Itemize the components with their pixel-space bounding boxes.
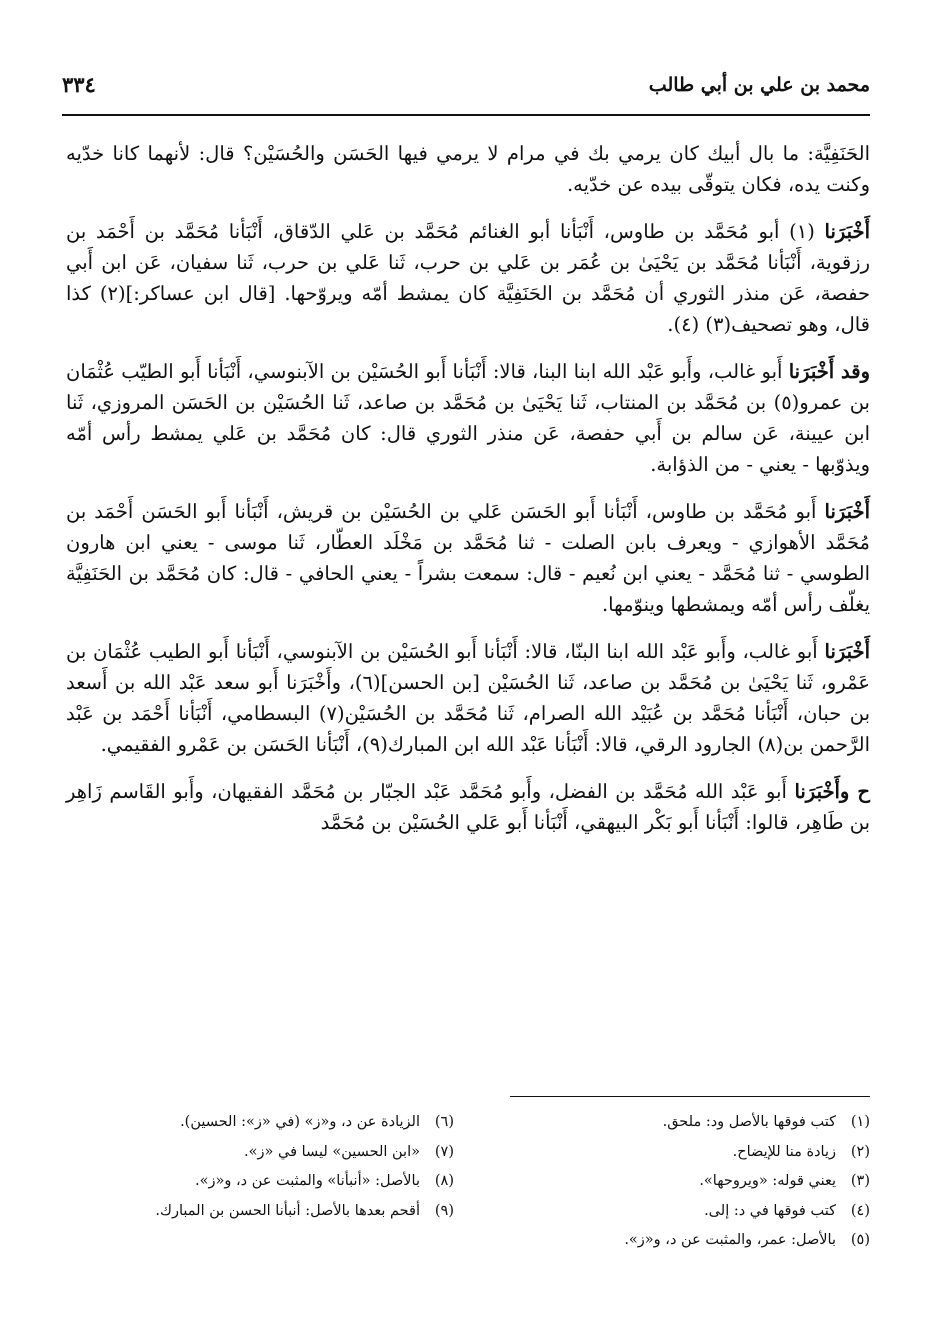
paragraph-text: الحَنَفِيَّة: ما بال أبيك كان يرمي بك في مرام لا يرمي فيها الحَسَن والحُسَيْن؟ قال: لأنهما كانا خدّيه وكنت يده، فكان يتوقّى بيده عن خدّيه. — [66, 142, 870, 196]
footnote-rule — [510, 1096, 870, 1097]
footnote-text: بالأصل: «أنبأنا» والمثبت عن د، و«ز». — [194, 1173, 420, 1189]
paragraph — [66, 216, 870, 340]
footnote-number: (٣) — [850, 1173, 870, 1189]
footnote — [550, 1167, 870, 1197]
footnote-number: (٧) — [434, 1143, 454, 1160]
footnote-number: (١) — [850, 1114, 870, 1130]
footnote-text: يعني قوله: «ويروحها». — [699, 1173, 836, 1189]
page-number: ٣٣٤ — [62, 72, 96, 97]
footnote-text: كتب فوقها في د: إلى. — [704, 1202, 836, 1219]
paragraph-text: أَبو عَبْد الله مُحَمَّد بن الفضل، وأَبو مُحَمَّد عَبْد الجبّار بن مُحَمَّد الفقيهان، وأَبو القَاسم زَاهِر بن طَاهِر، قالوا: أَنْبَأنا أَبو بَكْر البيهقي، أَنْبَأنا أَبو عَلي الحُسَيْن بن مُحَمَّد — [66, 780, 870, 834]
paragraph — [66, 356, 870, 480]
footnote-number: (٤) — [850, 1202, 870, 1219]
paragraph-lead: أَخْبَرَنا — [824, 220, 870, 243]
footnote-number: (٢) — [850, 1143, 870, 1160]
footnote-text: أقحم بعدها بالأصل: أنبأنا الحسن بن المبارك. — [155, 1202, 420, 1219]
paragraph — [66, 776, 870, 838]
footnote — [74, 1138, 454, 1168]
footnote-number: (٥) — [850, 1232, 870, 1248]
header-rule — [62, 114, 870, 116]
paragraph-lead: أَخْبَرَنا — [824, 640, 870, 663]
footnote — [74, 1108, 454, 1138]
footnote — [74, 1167, 454, 1197]
footnote-number: (٨) — [434, 1173, 454, 1189]
footnote-number: (٩) — [434, 1202, 454, 1219]
footnotes-left — [74, 1108, 454, 1226]
footnote-text: الزيادة عن د، و«ز» (في «ز»: الحسين). — [180, 1114, 420, 1130]
paragraph-lead: أَخْبَرَنا — [824, 500, 871, 523]
footnote — [550, 1197, 870, 1227]
paragraph — [66, 496, 870, 620]
running-title: محمد بن علي بن أبي طالب — [648, 74, 870, 96]
paragraph-text: أَبو غالب، وأَبو عَبْد الله ابنا البنّا، قالا: أَنْبَأنا أَبو الحُسَيْن بن الآبنوسي، أَنْبَأنا أَبو الطيب عُثْمَان بن عَمْرو، ثَنا يَحْيَىٰ بن مُحَمَّد بن صاعد، ثَنا الحُسَيْن [بن الحسن](٦)، وأَخْبَرَنا أَبو سعد عَبْد الله بن أَسعد بن حبان، أَنْبَأنا مُحَمَّد بن عُبَيْد الله الصرام، ثَنا مُحَمَّد بن الحُسَيْن(٧) البسطامي، أَنْبَأنا أَحْمَد بن عَبْد الرَّحمن بن(٨) الجارود الرقي، قالا: أَنْبَأنا عَبْد الله ابن المبارك(٩)، أَنْبَأنا الحَسَن بن عَمْرو الفقيمي. — [66, 640, 870, 756]
footnotes-right — [550, 1108, 870, 1256]
footnote-text: بالأصل: عمر، والمثبت عن د، و«ز». — [624, 1232, 836, 1248]
paragraph-lead: وقد أَخْبَرَنا — [788, 360, 870, 383]
running-header — [62, 68, 870, 108]
footnote — [550, 1108, 870, 1138]
paragraph-text: أَبو مُحَمَّد بن طاوس، أَنْبَأنا أَبو الحَسَن عَلي بن الحُسَيْن بن قريش، أَنْبَأنا أَبو الحَسَن أَحْمَد بن مُحَمَّد الأهوازي - ويعرف بابن الصلت - ثنا مُحَمَّد بن مَخْلَد العطّار، ثَنا موسى - يعني ابن هارون الطوسي - ثنا مُحَمَّد - يعني ابن نُعيم - قال: سمعت بشراً - يعني الحافي - قال: كان مُحَمَّد بن الحَنَفِيَّة يغلّف رأس أمّه ويمشطها وينوّمها. — [66, 500, 870, 616]
paragraph-lead: ح وأَخْبَرَنا — [794, 780, 870, 803]
footnote — [550, 1226, 870, 1256]
paragraph-text: (١) أبو مُحَمَّد بن طاوس، أَنْبَأنا أبو الغنائم مُحَمَّد بن عَلي الدّقاق، أَنْبَأنا مُحَمَّد بن أَحْمَد بن رزقوية، أَنْبَأنا مُحَمَّد بن يَحْيَىٰ بن عُمَر بن عَلي بن حرب، ثَنا عَلي بن حرب، ثَنا سفيان، عَن ابن أَبي حفصة، عَن منذر الثوري أن مُحَمَّد بن الحَنَفِيَّة كان يمشط أمّه ويروّحها. [قال ابن عساكر:](٢) كذا قال، وهو تصحيف(٣) (٤). — [66, 220, 870, 336]
footnote-text: «ابن الحسين» ليسا في «ز». — [244, 1143, 420, 1160]
footnote — [550, 1138, 870, 1168]
footnote — [74, 1197, 454, 1227]
footnote-number: (٦) — [434, 1114, 454, 1130]
footnote-text: زيادة منا للإيضاح. — [732, 1143, 836, 1160]
paragraph — [66, 138, 870, 200]
paragraph-text: أَبو غالب، وأَبو عَبْد الله ابنا البنا، قالا: أَنْبَأنا أَبو الحُسَيْن بن الآبنوسي، أَنْبَأنا أَبو الطيّب عُثْمَان بن عمرو(٥) بن مُحَمَّد بن المنتاب، ثَنا يَحْيَىٰ بن مُحَمَّد بن صاعد، ثَنا الحُسَيْن بن الحَسَن المروزي، ثَنا ابن عيينة، عَن سالم بن أَبي حفصة، عَن منذر الثوري قال: كان مُحَمَّد بن عَلي يمشط رأس أمّه ويذوّبها - يعني - من الذؤابة. — [66, 360, 870, 476]
footnote-text: كتب فوقها بالأصل ود: ملحق. — [662, 1114, 836, 1130]
main-text — [66, 138, 870, 854]
paragraph — [66, 636, 870, 760]
